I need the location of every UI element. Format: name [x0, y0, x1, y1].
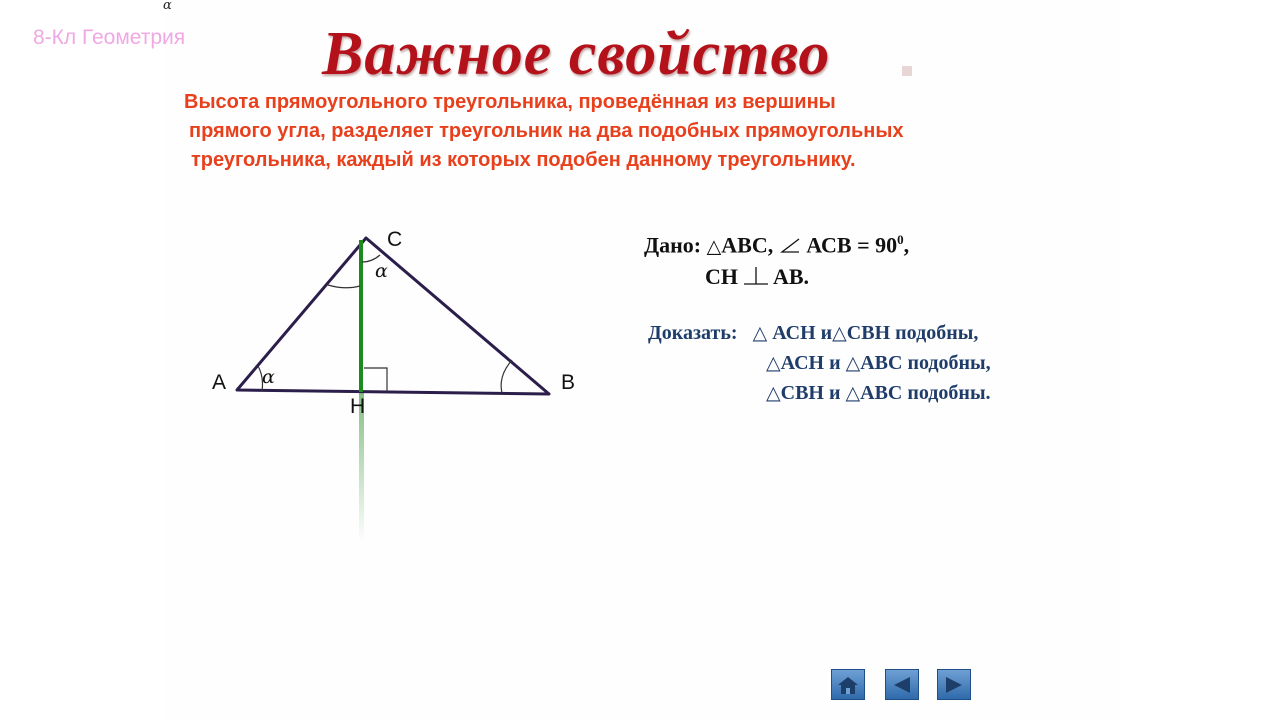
nav-prev-button[interactable]	[885, 669, 919, 700]
arrow-right-icon	[944, 675, 964, 695]
triangle-symbol-icon: △	[845, 352, 861, 374]
given-label: Дано:	[644, 232, 702, 258]
triangle-symbol-icon: △	[706, 235, 722, 258]
prove-t1: АСН	[780, 352, 825, 374]
prove-line-2	[766, 352, 991, 375]
triangle-symbol-icon: △	[845, 382, 861, 404]
given-comma: ,	[903, 232, 910, 258]
prove-line-3	[766, 382, 991, 405]
vertex-label-a: A	[212, 371, 227, 394]
given-line-2	[705, 264, 809, 290]
prove-t2: АВС подобны,	[860, 352, 991, 374]
angle-symbol-icon	[779, 236, 801, 254]
prove-t1: АСН	[772, 322, 816, 344]
nav-next-button[interactable]	[937, 669, 971, 700]
slide-title: Важное свойство	[322, 20, 831, 88]
given-ab: АВ.	[773, 264, 810, 289]
prove-label: Доказать:	[648, 322, 738, 344]
vertex-label-h: H	[350, 395, 366, 418]
statement-line-2: прямого угла, разделяет треугольник на два подобных прямоугольных	[189, 120, 904, 142]
given-angle: АСВ = 90	[806, 232, 898, 258]
vertex-label-b: B	[561, 371, 576, 394]
given-triangle: АВС,	[721, 232, 774, 258]
given-line-1	[644, 232, 909, 258]
triangle-symbol-icon: △	[766, 382, 781, 404]
course-label: 8-Кл Геометрия	[33, 26, 186, 49]
angle-label-alpha-a: α	[262, 366, 275, 388]
prove-line-1	[648, 322, 978, 345]
vertex-label-c: C	[387, 228, 403, 251]
given-ch: СН	[705, 264, 738, 289]
angle-label-alpha-c: α	[375, 260, 388, 282]
triangle-abc	[237, 238, 549, 394]
right-angle-mark	[364, 368, 387, 391]
home-icon	[837, 675, 859, 695]
triangle-symbol-icon: △	[766, 352, 781, 374]
prove-t2: АВС подобны.	[860, 382, 991, 404]
angle-arc-b	[501, 360, 512, 393]
prove-and: и	[828, 382, 841, 404]
perpendicular-symbol-icon	[744, 266, 768, 286]
prove-t1: СВН	[780, 382, 824, 404]
arrow-left-icon	[892, 675, 912, 695]
triangle-symbol-icon: △	[752, 322, 768, 344]
nav-home-button[interactable]	[831, 669, 865, 700]
statement-line-3: треугольника, каждый из которых подобен данному треугольнику.	[191, 149, 856, 171]
prove-t2: СВН подобны,	[846, 322, 979, 344]
statement-line-1: Высота прямоугольного треугольника, проведённая из вершины	[184, 91, 836, 113]
corner-alpha-symbol: α	[163, 0, 172, 13]
prove-and: и	[820, 322, 833, 344]
angle-arc-acH	[328, 285, 360, 288]
triangle-symbol-icon: △	[832, 322, 847, 344]
prove-and: и	[829, 352, 841, 374]
given-degree: 0	[897, 232, 904, 247]
